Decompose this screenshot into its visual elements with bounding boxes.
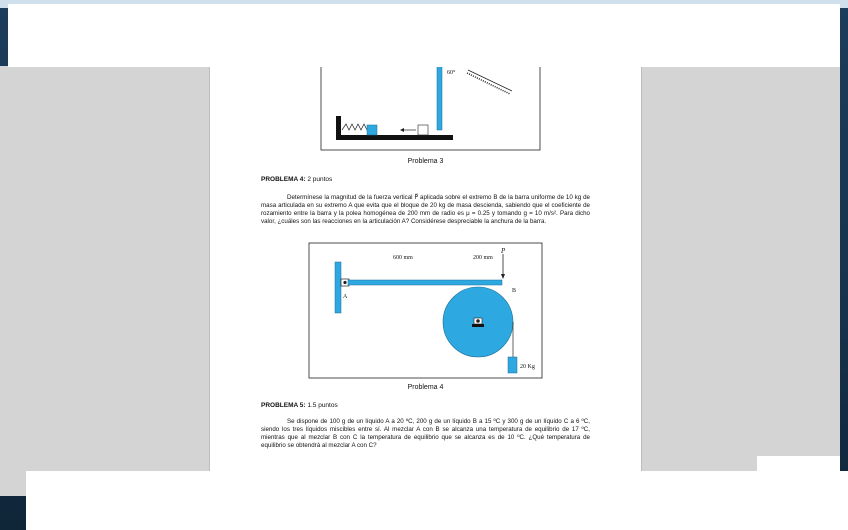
problem-4-text: Determínese la magnitud de la fuerza vertical P⃗ aplicada sobre el extremo B de la barra uniforme de 10 kg de masa articulada en su extremo A que evita que el bloque de 20 kg de masa descienda, sabiendo que el coeficiente de rozamiento entre la barra y la polea homogénea de 200 mm de radio es μ = 0.25 y tomando g = 10 m/s². Para dicho valor, ¿cuáles son las reacciones en la articulación A? Considérese despreciable la anchura de la barra. xyxy=(261,194,590,225)
angle-label: 60° xyxy=(447,70,456,76)
dim-600-label: 600 mm xyxy=(393,255,413,261)
bottom-right-white-panel xyxy=(757,456,840,496)
hinge-pin xyxy=(343,281,346,284)
bottom-white-panel xyxy=(26,471,848,530)
pulley-axle xyxy=(476,319,480,323)
inclined-plane-edge xyxy=(468,70,512,91)
arrow-head xyxy=(400,128,404,132)
force-p-label: P⃗ xyxy=(501,247,511,255)
vertical-wall xyxy=(437,66,442,130)
hanging-block xyxy=(508,357,517,373)
uniform-bar xyxy=(348,280,502,285)
spring xyxy=(342,124,367,130)
inclined-plane-hatch xyxy=(467,73,510,94)
axle-base xyxy=(472,324,484,327)
dim-200-label: 200 mm xyxy=(473,255,493,261)
problem-5-text: Se dispone de 100 g de un líquido A a 20 ºC, 200 g de un líquido B a 15 ºC y 300 g de un líquido C a 6 ºC, siendo los tres líquidos miscibles entre sí. Al mezclar A con B se alcanza una temperatura de equilibrio de 17 ºC, mientras que al mezclar B con C la temperatura de equilibrio que se alcanza es de 10 ºC. ¿Qué temperatura de equilibrio se obtendrá al mezclar A con C? xyxy=(261,418,590,449)
figure-3-caption: Problema 3 xyxy=(407,158,444,165)
pdf-page xyxy=(209,66,642,476)
force-p-arrowhead xyxy=(501,274,505,279)
problem-5-points: 1.5 puntos xyxy=(307,402,338,409)
figure-4-caption: Problema 4 xyxy=(407,384,444,391)
figure-problem-3 xyxy=(320,66,542,154)
point-b-label: B xyxy=(512,288,517,294)
block-blue xyxy=(367,125,377,135)
wall-plate xyxy=(335,262,341,313)
block-outline xyxy=(418,125,428,135)
problem-4-points: 2 puntos xyxy=(307,176,333,183)
problem-5-label: PROBLEMA 5: xyxy=(261,402,306,409)
left-wall xyxy=(336,116,341,140)
top-white-panel xyxy=(8,4,840,67)
problem-4-label: PROBLEMA 4: xyxy=(261,176,306,183)
problem-4-heading xyxy=(261,176,332,183)
point-a-label: A xyxy=(343,294,348,300)
ground-bar xyxy=(336,135,453,140)
figure-problem-4 xyxy=(308,242,544,380)
mass-label: 20 Kg xyxy=(520,364,535,370)
problem-5-heading xyxy=(261,402,338,409)
